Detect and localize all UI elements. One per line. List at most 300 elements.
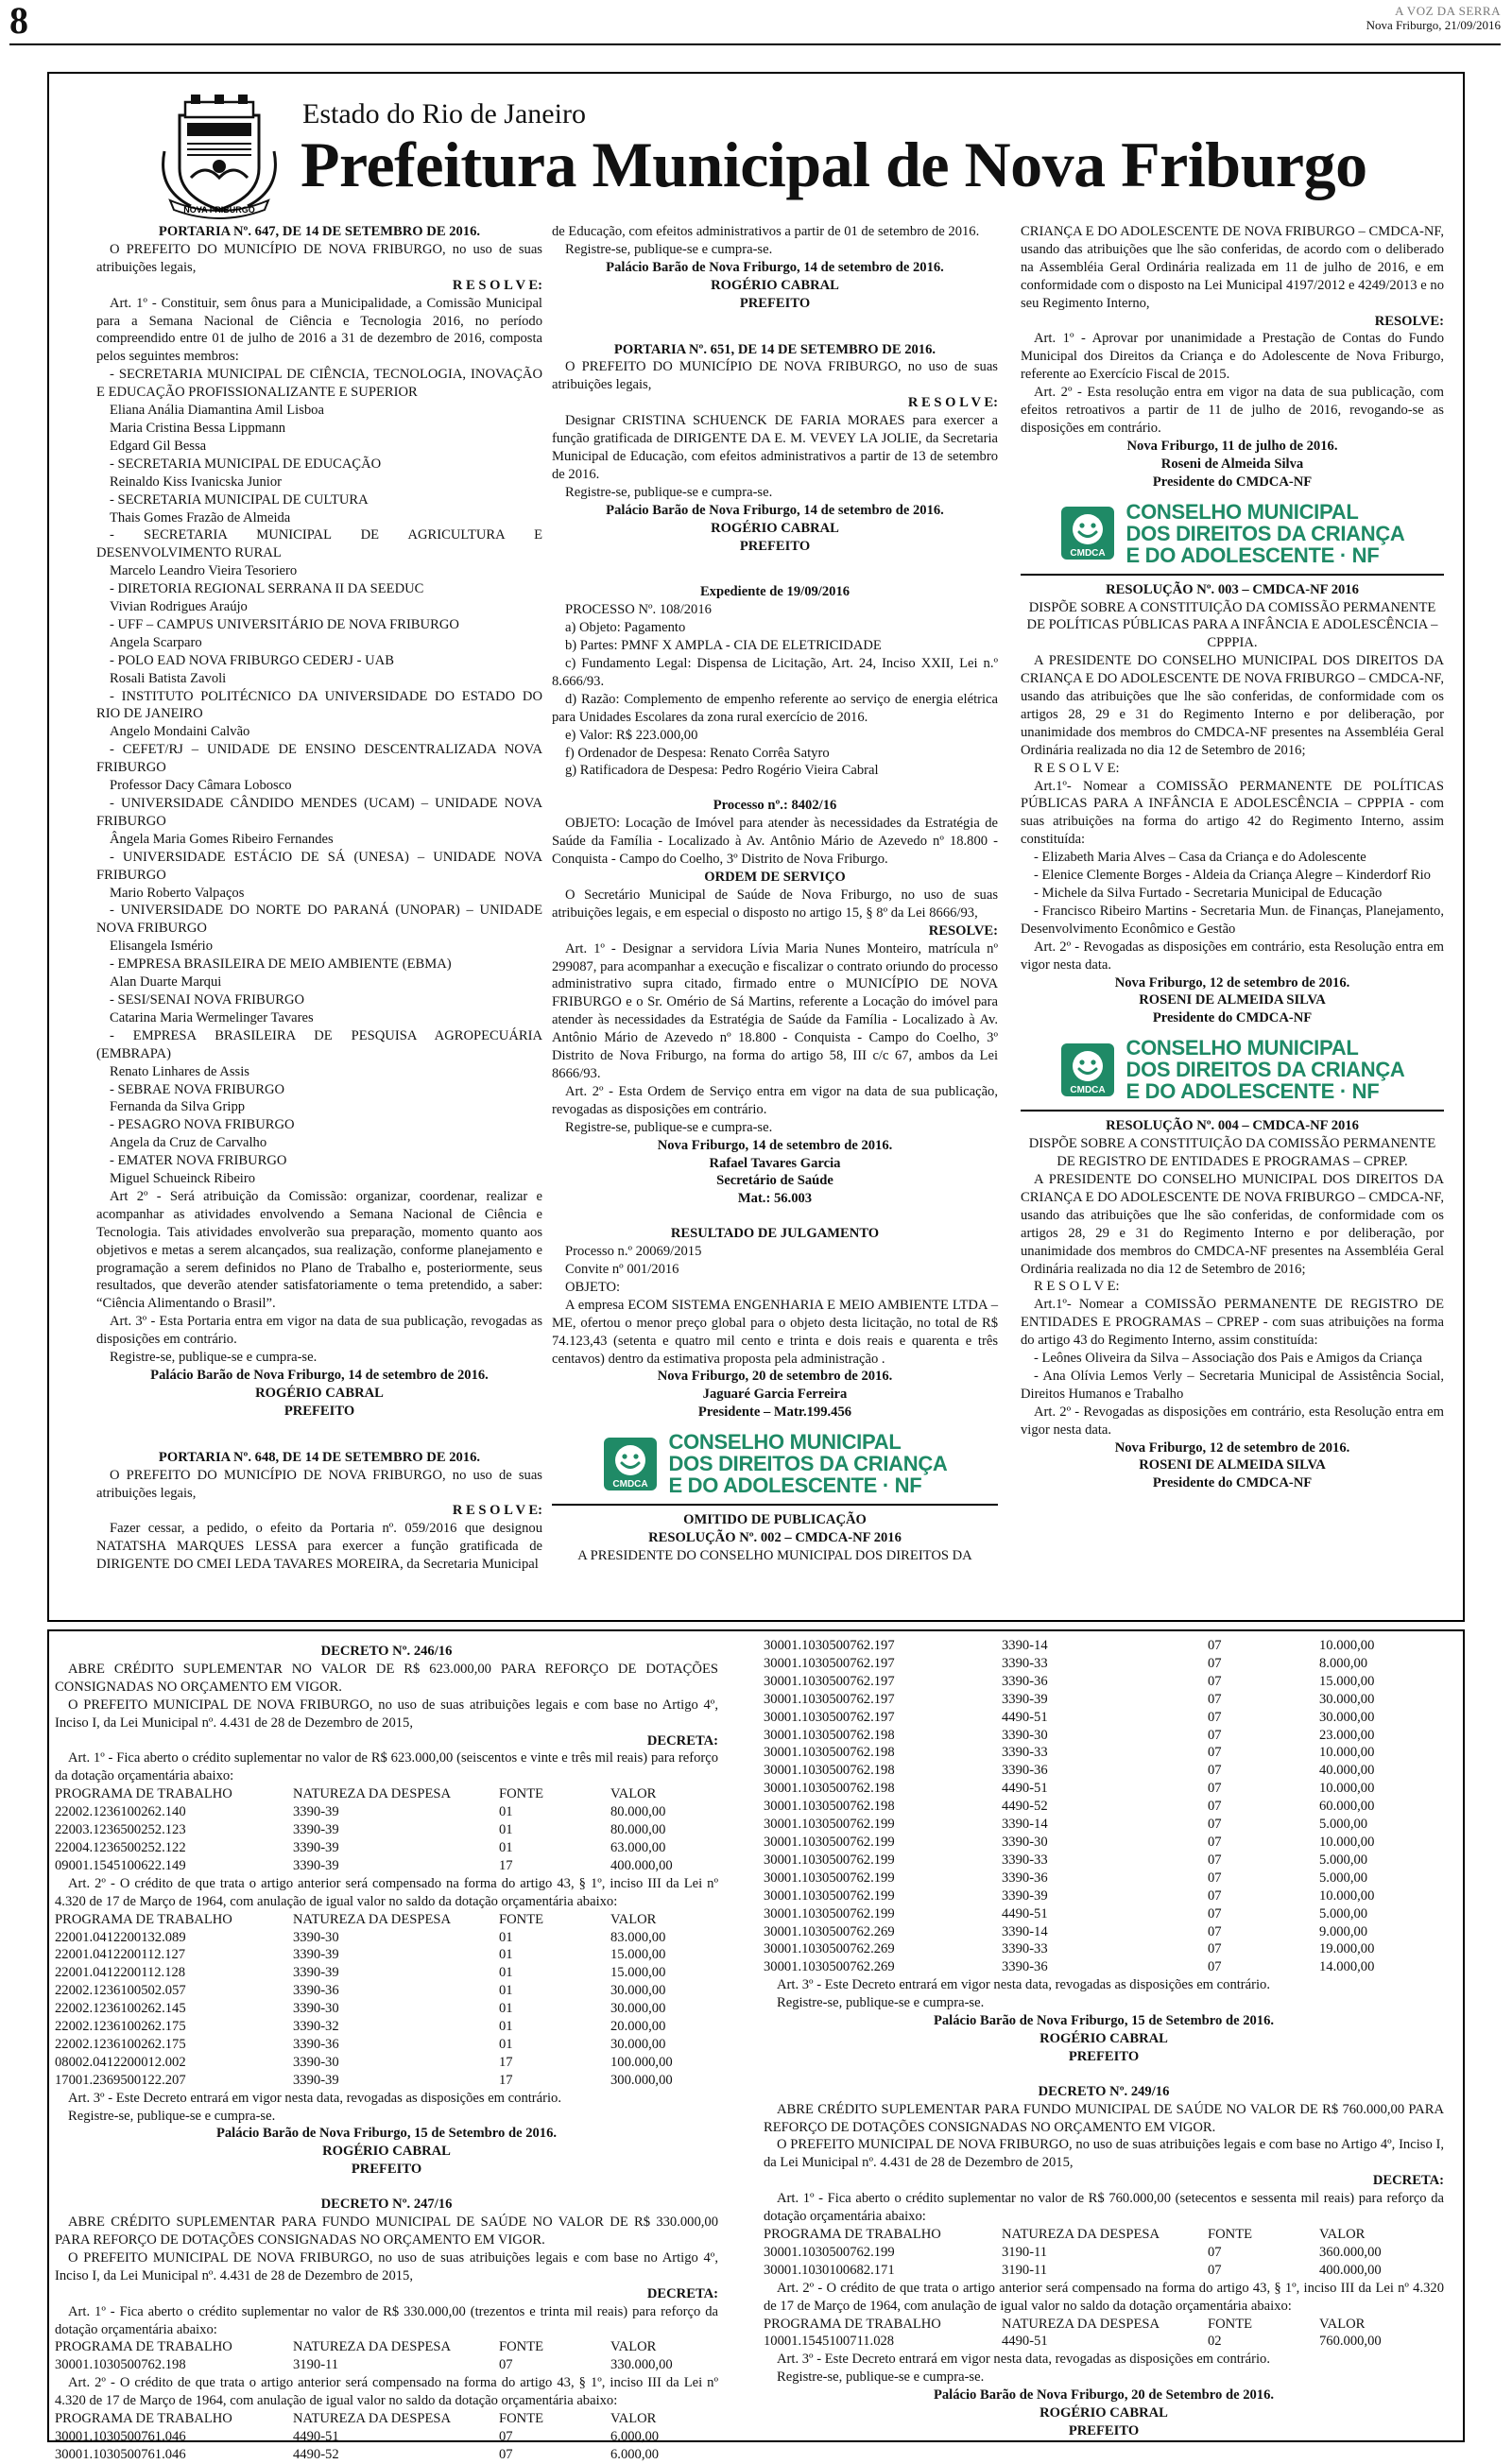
table-cell: 01 (499, 1804, 513, 1820)
table-cell: 6.000,00 (610, 2446, 660, 2462)
section-heading: RESOLVE: (1374, 313, 1444, 329)
publication-info (1366, 4, 1501, 32)
table-cell: 3390-39 (293, 1947, 339, 1963)
section-heading: Presidente do CMDCA-NF (1152, 1475, 1313, 1491)
section-heading: Presidente do CMDCA-NF (1152, 474, 1313, 490)
paragraph: Professor Dacy Câmara Lobosco (110, 778, 292, 794)
paragraph: Art. 2º - O crédito de que trata o artigo anterior será compensado na forma do artigo 43, § 1º, inciso III da Lei nº 4.320 de 17 de Março de 1964, com anulação de igual valor no saldo da dotação orçamentária abaixo: (55, 1875, 718, 1909)
table-cell: 23.000,00 (1319, 1727, 1375, 1743)
paragraph: - UNIVERSIDADE CÂNDIDO MENDES (UCAM) – UNIDADE NOVA FRIBURGO (96, 796, 542, 829)
table-cell: 3390-33 (1002, 1655, 1048, 1671)
table-cell: 3390-30 (293, 2054, 339, 2070)
table-cell: 30001.1030100682.171 (764, 2262, 895, 2278)
paragraph: Art. 1º - Fica aberto o crédito suplementar no valor de R$ 760.000,00 (setecentos e sessenta mil reais) para reforço da dotação orçamentária abaixo: (764, 2191, 1444, 2225)
paragraph: - POLO EAD NOVA FRIBURGO CEDERJ - UAB (110, 652, 394, 668)
table-cell: 330.000,00 (610, 2357, 673, 2373)
table-cell: 22002.1236100262.145 (55, 2001, 186, 2017)
table-cell: 02 (1208, 2334, 1222, 2350)
table-cell: 01 (499, 2036, 513, 2052)
paragraph: - Elizabeth Maria Alves – Casa da Criança e do Adolescente (1034, 850, 1366, 866)
paragraph: Registre-se, publique-se e cumpra-se. (565, 1119, 773, 1135)
table-cell: 3390-39 (293, 1857, 339, 1873)
table-cell: 15.000,00 (1319, 1673, 1375, 1689)
paragraph: Art. 1º - Designar a servidora Lívia Maria Nunes Monteiro, matrícula nº 299087, para acompanhar a execução e fiscalizar o contrato oriundo do processo administrativo supra citado, firmado entre o MUNICÍPIO DE NOVA FRIBURGO e o Sr. Omério de Sá Martins, referente a Locação do imóvel para atender às necessidades da Estratégia de Saúde da Família - Localizado à Av. Antônio Mário de Azevedo nº 18.800 - Conquista - Campo do Coelho, 3º Distrito de Nova Friburgo, na forma do artigo 58, III c/c 67, ambos da Lei 8666/93. (552, 940, 998, 1081)
table-cell: 01 (499, 1965, 513, 1981)
table-cell: 3390-30 (1002, 1834, 1048, 1850)
table-cell: 760.000,00 (1319, 2334, 1382, 2350)
paragraph: A PRESIDENTE DO CONSELHO MUNICIPAL DOS DIREITOS DA CRIANÇA E DO ADOLESCENTE DE NOVA FRIBURGO – CMDCA-NF, usando das atribuições que lhe são conferidas, de conformidade com os artigos 28, 29 e 31 do Regimento Interno e por deliberação, por unanimidade dos membros do CMDCA-NF presentes na Assembléia Geral Ordinária realizada no dia 12 de Setembro de 2016; (1021, 1171, 1444, 1277)
table-cell: 07 (1208, 1781, 1222, 1797)
paragraph: de Educação, com efeitos administrativos a partir de 01 de setembro de 2016. (552, 224, 980, 239)
table-cell: 07 (1208, 1870, 1222, 1886)
paragraph: Rosali Batista Zavoli (110, 670, 227, 686)
page-number: 8 (9, 0, 28, 42)
paragraph: b) Partes: PMNF X AMPLA - CIA DE ELETRICIDADE (565, 638, 882, 654)
table-cell: 30001.1030500762.199 (764, 1887, 895, 1904)
table-cell: 22003.1236500252.123 (55, 1822, 186, 1838)
paragraph: Processo n.º 20069/2015 (565, 1244, 702, 1260)
section-heading: Nova Friburgo, 20 de setembro de 2016. (657, 1369, 893, 1385)
paragraph: Registre-se, publique-se e cumpra-se. (777, 1995, 985, 2011)
paragraph: Art. 1º - Aprovar por unanimidade a Prestação de Contas do Fundo Municipal dos Direitos da Criança e do Adolescente de Nova Friburgo, referente ao Exercício Fiscal de 2015. (1021, 331, 1444, 383)
paragraph: c) Fundamento Legal: Dispensa de Licitação, Art. 24, Inciso XXII, Lei n.º 8.666/93. (552, 656, 998, 689)
section-heading: OMITIDO DE PUBLICAÇÃO (683, 1512, 867, 1528)
paragraph: - Michele da Silva Furtado - Secretaria Municipal de Educação (1034, 886, 1383, 901)
table-cell: 8.000,00 (1319, 1655, 1368, 1671)
table-cell: 07 (1208, 1887, 1222, 1904)
table-cell: NATUREZA DA DESPESA (293, 2339, 452, 2355)
section-heading: PREFEITO (284, 1403, 355, 1419)
budget-table (764, 2316, 1444, 2352)
table-cell: 22002.1236100262.140 (55, 1804, 186, 1820)
section-heading: RESOLVE: (928, 922, 998, 939)
table-cell: FONTE (499, 2339, 544, 2355)
table-cell: 3390-33 (1002, 1852, 1048, 1868)
table-cell: 22002.1236100502.057 (55, 1983, 186, 1999)
table-cell: 30001.1030500762.199 (764, 1817, 895, 1833)
table-cell: 3390-39 (1002, 1887, 1048, 1904)
paragraph: - EMPRESA BRASILEIRA DE MEIO AMBIENTE (EBMA) (110, 956, 452, 973)
publication-name: A VOZ DA SERRA (1395, 4, 1501, 18)
masthead-state: Estado do Rio de Janeiro (302, 98, 586, 129)
table-cell: 15.000,00 (610, 1947, 666, 1963)
paragraph: R E S O L V E: (1034, 1279, 1120, 1295)
budget-table (55, 1911, 718, 2090)
table-cell: 08002.0412200012.002 (55, 2054, 186, 2070)
section-heading: PREFEITO (351, 2162, 422, 2178)
cmdca-logo (1021, 501, 1444, 566)
table-cell: 30001.1030500762.198 (764, 1781, 895, 1797)
lower-section (47, 1629, 1465, 2462)
section-heading: DECRETA: (646, 1732, 718, 1749)
table-cell: 3390-39 (293, 1965, 339, 1981)
table-cell: 3390-32 (293, 2019, 339, 2035)
table-cell: 30001.1030500762.199 (764, 1870, 895, 1886)
table-cell: 5.000,00 (1319, 1870, 1368, 1886)
paragraph: Miguel Schueinck Ribeiro (110, 1171, 256, 1187)
paragraph: - SESI/SENAI NOVA FRIBURGO (110, 991, 305, 1008)
paragraph: O PREFEITO MUNICIPAL DE NOVA FRIBURGO, no uso de suas atribuições legais e com base no Artigo 4º, Inciso I, da Lei Municipal nº. 4.431 de 28 de Dezembro de 2015, (55, 1697, 718, 1731)
section-heading: Palácio Barão de Nova Friburgo, 14 de setembro de 2016. (606, 259, 944, 275)
paragraph: Art. 2º - O crédito de que trata o artigo anterior será compensado na forma do artigo 43, § 1º, inciso III da Lei nº 4.320 de 17 de Março de 1964, com anulação de igual valor no saldo da dotação orçamentária abaixo: (55, 2375, 718, 2409)
table-cell: FONTE (1208, 2227, 1253, 2242)
logo-line-3: E DO ADOLESCENTE · NF (1125, 1079, 1380, 1104)
table-cell: 07 (1208, 1709, 1222, 1725)
logo-line-1: CONSELHO MUNICIPAL (668, 1430, 902, 1455)
section-heading: Rafael Tavares Garcia (709, 1155, 841, 1171)
spacer (764, 2066, 1444, 2083)
edition-date: Nova Friburgo, 21/09/2016 (1366, 18, 1501, 32)
paragraph: Art. 2º - O crédito de que trata o artigo anterior será compensado na forma do artigo 43, § 1º, inciso III da Lei nº 4.320 de 17 de Março de 1964, com anulação de igual valor no saldo da dotação orçamentária abaixo: (764, 2280, 1444, 2314)
logo-line-2: DOS DIREITOS DA CRIANÇA (668, 1452, 948, 1476)
cmdca-smiley-icon (1059, 505, 1116, 561)
table-cell: 5.000,00 (1319, 1817, 1368, 1833)
paragraph: Registre-se, publique-se e cumpra-se. (777, 2369, 985, 2386)
table-cell: 4490-51 (1002, 1781, 1048, 1797)
budget-table (55, 2338, 718, 2374)
paragraph: PROCESSO Nº. 108/2016 (565, 602, 712, 618)
paragraph: Art. 2º - Revogadas as disposições em contrário, esta Resolução entra em vigor nesta data. (1021, 939, 1444, 973)
paragraph: Designar CRISTINA SCHUENCK DE FARIA MORAES para exercer a função gratificada de DIRIGENTE DA E. M. VEVEY LA JOLIE, da Secretaria Municipal de Educação, com efeitos administrativos a partir de 13 de setembro de 2016. (552, 413, 998, 482)
table-cell: 3390-14 (1002, 1923, 1048, 1939)
paragraph: Registre-se, publique-se e cumpra-se. (68, 2108, 276, 2124)
cmdca-abbr: CMDCA (612, 1478, 649, 1490)
section-heading: ROGÉRIO CABRAL (711, 520, 839, 536)
budget-table (55, 1785, 718, 1875)
table-cell: 15.000,00 (610, 1965, 666, 1981)
paragraph: Maria Cristina Bessa Lippmann (110, 420, 286, 436)
section-heading: Expediente de 19/09/2016 (699, 584, 850, 600)
table-cell: NATUREZA DA DESPESA (293, 1911, 452, 1927)
table-cell: FONTE (499, 1786, 544, 1802)
table-cell: 30.000,00 (610, 2036, 666, 2052)
section-heading: Mat.: 56.003 (737, 1191, 813, 1207)
table-cell: 22002.1236100262.175 (55, 2036, 186, 2052)
table-cell: 07 (1208, 1745, 1222, 1761)
table-cell: 07 (1208, 1691, 1222, 1707)
table-cell: 30001.1030500762.199 (764, 1905, 895, 1921)
table-cell: 3390-39 (293, 2072, 339, 2088)
paragraph: a) Objeto: Pagamento (565, 620, 686, 636)
logo-line-3: E DO ADOLESCENTE · NF (668, 1473, 922, 1498)
crest-label: NOVA FRIBURGO (183, 205, 255, 215)
paragraph: R E S O L V E: (1034, 760, 1120, 776)
section-heading: ORDEM DE SERVIÇO (704, 870, 846, 885)
paragraph: Catarina Maria Wermelinger Tavares (110, 1009, 314, 1025)
paragraph: A empresa ECOM SISTEMA ENGENHARIA E MEIO AMBIENTE LTDA – ME, ofertou o menor preço global para o objeto desta licitação, no total de R$ 74.123,43 (setenta e quatro mil cento e trinta e dois reais e quarenta e três centavos) dentro da estimativa proposta pela administração . (552, 1297, 998, 1367)
table-cell: 3390-33 (1002, 1745, 1048, 1761)
table-cell: NATUREZA DA DESPESA (293, 1786, 452, 1802)
table-cell: 01 (499, 1947, 513, 1963)
table-cell: 17001.2369500122.207 (55, 2072, 186, 2088)
section-heading: ROSENI DE ALMEIDA SILVA (1139, 1457, 1326, 1473)
paragraph: Art. 2º - Revogadas as disposições em contrário, esta Resolução entra em vigor nesta data. (1021, 1404, 1444, 1438)
paragraph: Art. 1º - Constituir, sem ônus para a Municipalidade, a Comissão Municipal para a Semana Nacional de Ciência e Tecnologia 2016, no período compreendido entre 01 de julho de 2016 a 31 de dezembro de 2016, composta pelos seguintes membros: (96, 295, 542, 365)
paragraph: - Ana Olívia Lemos Verly – Secretaria Municipal de Assistência Social, Direitos Humanos e Trabalho (1021, 1368, 1444, 1402)
paragraph: Fazer cessar, a pedido, o efeito da Portaria nº. 059/2016 que designou NATATSHA MARQUES LESSA para exercer a função gratificada de DIRIGENTE DO CMEI LEDA TAVARES MOREIRA, da Secretaria Municipal (96, 1521, 542, 1573)
table-cell: VALOR (1319, 2316, 1366, 2332)
table-cell: 22001.0412200132.089 (55, 1929, 186, 1945)
paragraph: ABRE CRÉDITO SUPLEMENTAR PARA FUNDO MUNICIPAL DE SAÚDE NO VALOR DE R$ 330.000,00 PARA REFORÇO DE DOTAÇÕES CONSIGNADAS NO ORÇAMENTO EM VIGOR. (55, 2214, 718, 2248)
table-cell: 30001.1030500762.269 (764, 1941, 895, 1957)
table-cell: PROGRAMA DE TRABALHO (55, 2411, 232, 2427)
paragraph: - EMPRESA BRASILEIRA DE PESQUISA AGROPECUÁRIA (EMBRAPA) (96, 1027, 542, 1061)
section-heading: R E S O L V E: (452, 1503, 542, 1519)
paragraph: g) Ratificadora de Despesa: Pedro Rogério Vieira Cabral (565, 763, 879, 779)
table-cell: 07 (1208, 1727, 1222, 1743)
paragraph: O PREFEITO DO MUNICÍPIO DE NOVA FRIBURGO, no uso de suas atribuições legais, (96, 1467, 542, 1501)
table-cell: 01 (499, 1983, 513, 1999)
table-cell: VALOR (610, 1786, 657, 1802)
header-rule (9, 43, 1501, 45)
table-cell: 30001.1030500762.198 (764, 1745, 895, 1761)
table-cell: 80.000,00 (610, 1822, 666, 1838)
table-cell: 30001.1030500762.197 (764, 1673, 895, 1689)
logo-line-1: CONSELHO MUNICIPAL (1125, 499, 1359, 524)
paragraph: Alan Duarte Marqui (110, 974, 222, 991)
paragraph: - UNIVERSIDADE DO NORTE DO PARANÁ (UNOPAR) – UNIDADE NOVA FRIBURGO (96, 903, 542, 937)
paragraph: OBJETO: Locação de Imóvel para atender às necessidades da Estratégia de Saúde da Família - Localizado à Av. Antônio Mário de Azevedo nº 18.800 - Conquista - Campo do Coelho, 3º Distrito de Nova Friburgo. (552, 816, 998, 868)
table-cell: 83.000,00 (610, 1929, 666, 1945)
budget-table (55, 2410, 718, 2464)
table-cell: 19.000,00 (1319, 1941, 1375, 1957)
paragraph: Angela Scarparo (110, 634, 202, 650)
paragraph: - Leônes Oliveira da Silva – Associação dos Pais e Amigos da Criança (1034, 1351, 1422, 1367)
table-cell: 3390-33 (1002, 1941, 1048, 1957)
section-rule (1021, 1110, 1444, 1111)
paragraph: - SECRETARIA MUNICIPAL DE CIÊNCIA, TECNOLOGIA, INOVAÇÃO E EDUCAÇÃO PROFISSIONALIZANTE E SUPERIOR (96, 367, 542, 401)
table-cell: 400.000,00 (610, 1857, 673, 1873)
table-cell: 4490-51 (293, 2428, 339, 2444)
cmdca-logo (552, 1431, 998, 1496)
table-cell: 30001.1030500762.199 (764, 1852, 895, 1868)
section-heading: ROGÉRIO CABRAL (255, 1385, 384, 1401)
section-heading: Nova Friburgo, 14 de setembro de 2016. (657, 1137, 893, 1153)
table-cell: 3390-39 (293, 1804, 339, 1820)
table-cell: 30001.1030500761.046 (55, 2428, 186, 2444)
paragraph: Vivian Rodrigues Araújo (110, 599, 248, 615)
paragraph: Angelo Mondaini Calvão (110, 724, 250, 740)
paragraph: - EMATER NOVA FRIBURGO (110, 1153, 287, 1169)
paragraph: O Secretário Municipal de Saúde de Nova Friburgo, no uso de suas atribuições legais, e em especial o disposto no artigo 15, § 8º da Lei 8666/93, (552, 887, 998, 921)
paragraph: Angela da Cruz de Carvalho (110, 1135, 267, 1151)
table-cell: 07 (1208, 1817, 1222, 1833)
section-heading: PREFEITO (739, 538, 811, 554)
cmdca-logo-text (1125, 1037, 1404, 1102)
section-heading: Nova Friburgo, 12 de setembro de 2016. (1114, 1439, 1350, 1456)
cmdca-logo-text (668, 1431, 947, 1496)
section-heading: Nova Friburgo, 11 de julho de 2016. (1126, 438, 1338, 454)
table-cell: 3390-30 (1002, 1727, 1048, 1743)
table-cell: 30001.1030500762.197 (764, 1655, 895, 1671)
upper-section (47, 72, 1465, 1622)
table-cell: 07 (499, 2446, 513, 2462)
table-cell: 300.000,00 (610, 2072, 673, 2088)
table-cell: 400.000,00 (1319, 2262, 1382, 2278)
table-cell: NATUREZA DA DESPESA (1002, 2227, 1160, 2242)
paragraph: - UNIVERSIDADE ESTÁCIO DE SÁ (UNESA) – UNIDADE NOVA FRIBURGO (96, 849, 542, 883)
table-cell: 07 (1208, 1923, 1222, 1939)
table-cell: 10.000,00 (1319, 1834, 1375, 1850)
table-cell: 10.000,00 (1319, 1887, 1375, 1904)
paragraph: Registre-se, publique-se e cumpra-se. (565, 484, 773, 500)
table-cell: 4490-51 (1002, 1905, 1048, 1921)
paragraph: Elisangela Ismério (110, 939, 214, 955)
table-cell: 360.000,00 (1319, 2244, 1382, 2260)
paragraph: Marcelo Leandro Vieira Tesoriero (110, 563, 298, 579)
paragraph: - CEFET/RJ – UNIDADE DE ENSINO DESCENTRALIZADA NOVA FRIBURGO (96, 742, 542, 776)
table-cell: 01 (499, 2019, 513, 2035)
paragraph: O PREFEITO DO MUNICÍPIO DE NOVA FRIBURGO, no uso de suas atribuições legais, (552, 359, 998, 393)
table-cell: 30001.1030500762.269 (764, 1923, 895, 1939)
cmdca-logo (1021, 1037, 1444, 1102)
paragraph: e) Valor: R$ 223.000,00 (565, 727, 698, 743)
table-cell: 3390-14 (1002, 1638, 1048, 1653)
paragraph: Art. 3º - Este Decreto entrará em vigor nesta data, revogadas as disposições em contrário. (777, 2352, 1271, 2368)
table-cell: 4490-51 (1002, 2334, 1048, 2350)
column-2 (552, 223, 998, 1618)
table-cell: 3390-36 (293, 1983, 339, 1999)
cmdca-logo-text (1125, 501, 1404, 566)
cmdca-smiley-icon (1059, 1042, 1116, 1098)
table-cell: 3190-11 (293, 2357, 339, 2373)
section-heading: DECRETA: (1372, 2173, 1444, 2189)
table-cell: 09001.1545100622.149 (55, 1857, 186, 1873)
table-cell: 07 (1208, 1655, 1222, 1671)
table-cell: 30001.1030500762.199 (764, 2244, 895, 2260)
paragraph: O PREFEITO MUNICIPAL DE NOVA FRIBURGO, no uso de suas atribuições legais e com base no Artigo 4º, Inciso I, da Lei Municipal nº. 4.431 de 28 de Dezembro de 2015, (764, 2137, 1444, 2171)
paragraph: Art 2º - Será atribuição da Comissão: organizar, coordenar, realizar e acompanhar as atividades envolvendo a Semana Nacional de Ciência e Tecnologia. Tais atividades envolverão sua preparação, momento quanto aos objetivos e metas a serem alcançados, sua realização, conforme planejamento e programação a serem definidos no Plano de Trabalho e, posteriormente, seus resultados, que deverão atender satisfatoriamente o tema pretendido, a saber: “Ciência Alimentando o Brasil”. (96, 1188, 542, 1312)
paragraph: - SECRETARIA MUNICIPAL DE CULTURA (110, 491, 369, 508)
spacer (96, 1421, 542, 1449)
table-cell: 40.000,00 (1319, 1763, 1375, 1779)
table-cell: 3390-36 (1002, 1763, 1048, 1779)
table-cell: 3390-14 (1002, 1817, 1048, 1833)
section-heading: DECRETO Nº. 249/16 (1038, 2083, 1170, 2099)
table-cell: 3390-36 (1002, 1870, 1048, 1886)
paragraph: Registre-se, publique-se e cumpra-se. (565, 241, 773, 257)
table-cell: 3390-36 (1002, 1673, 1048, 1689)
section-heading: R E S O L V E: (907, 395, 998, 411)
section-heading: PORTARIA Nº. 648, DE 14 DE SETEMBRO DE 2016. (158, 1449, 481, 1465)
city-crest-icon (153, 95, 285, 217)
logo-line-1: CONSELHO MUNICIPAL (1125, 1036, 1359, 1060)
table-cell: 07 (1208, 1673, 1222, 1689)
table-cell: PROGRAMA DE TRABALHO (55, 1786, 232, 1802)
table-cell: 22001.0412200112.128 (55, 1965, 186, 1981)
spacer (552, 313, 998, 341)
table-cell: 10.000,00 (1319, 1638, 1375, 1653)
table-cell: 01 (499, 1839, 513, 1855)
table-cell: 10001.1545100711.028 (764, 2334, 895, 2350)
section-heading: Nova Friburgo, 12 de setembro de 2016. (1114, 974, 1350, 991)
table-cell: 30001.1030500762.198 (764, 1727, 895, 1743)
section-rule (1021, 574, 1444, 576)
section-heading: ROGÉRIO CABRAL (322, 2144, 451, 2160)
table-cell: 01 (499, 2001, 513, 2017)
table-cell: 30.000,00 (610, 2001, 666, 2017)
section-heading: Palácio Barão de Nova Friburgo, 14 de setembro de 2016. (606, 502, 944, 518)
section-heading: ROGÉRIO CABRAL (1040, 2030, 1168, 2046)
section-heading: Palácio Barão de Nova Friburgo, 20 de Setembro de 2016. (933, 2387, 1275, 2404)
table-cell: 9.000,00 (1319, 1923, 1368, 1939)
cmdca-smiley-icon (602, 1436, 659, 1492)
table-cell: 3190-11 (1002, 2262, 1048, 2278)
section-heading: PORTARIA Nº. 647, DE 14 DE SETEMBRO DE 2016. (158, 224, 481, 239)
paragraph: A PRESIDENTE DO CONSELHO MUNICIPAL DOS DIREITOS DA (577, 1548, 972, 1563)
paragraph: ABRE CRÉDITO SUPLEMENTAR NO VALOR DE R$ 623.000,00 PARA REFORÇO DE DOTAÇÕES CONSIGNADAS NO ORÇAMENTO EM VIGOR. (55, 1661, 718, 1695)
paragraph: A PRESIDENTE DO CONSELHO MUNICIPAL DOS DIREITOS DA CRIANÇA E DO ADOLESCENTE DE NOVA FRIBURGO – CMDCA-NF, usando das atribuições que lhe são conferidas, de conformidade com os artigos 28, 29 e 31 do Regimento Interno e por deliberação, por unanimidade dos membros do CMDCA-NF presentes na Assembléia Geral Ordinária realizada no dia 12 de Setembro de 2016; (1021, 653, 1444, 758)
table-cell: 60.000,00 (1319, 1799, 1375, 1815)
logo-line-2: DOS DIREITOS DA CRIANÇA (1125, 1058, 1405, 1082)
section-heading: R E S O L V E: (452, 277, 542, 293)
table-cell: 5.000,00 (1319, 1852, 1368, 1868)
section-heading: ROGÉRIO CABRAL (711, 277, 839, 293)
paragraph: Art. 1º - Fica aberto o crédito suplementar no valor de R$ 623.000,00 (seiscentos e vinte e três mil reais) para reforço da dotação orçamentária abaixo: (55, 1750, 718, 1784)
paragraph: Art. 3º - Esta Portaria entra em vigor na data de sua publicação, revogadas as disposições em contrário. (96, 1314, 542, 1348)
paragraph: Art.1º- Nomear a COMISSÃO PERMANENTE DE POLÍTICAS PÚBLICAS PARA A INFÂNCIA E ADOLESCÊNCIA – CPPPIA - com suas atribuições na forma do artigo 42 do Regimento Interno, assim constituída: (1021, 778, 1444, 848)
section-rule (552, 1504, 998, 1506)
table-cell: 07 (499, 2428, 513, 2444)
table-cell: 3390-36 (1002, 1959, 1048, 1975)
paragraph: - Francisco Ribeiro Martins - Secretaria Mun. de Finanças, Planejamento, Desenvolvimento Econômico e Gestão (1021, 903, 1444, 937)
section-heading: Palácio Barão de Nova Friburgo, 14 de setembro de 2016. (150, 1368, 489, 1383)
cmdca-abbr: CMDCA (1070, 1084, 1107, 1095)
column-3 (1021, 223, 1444, 1618)
budget-table (764, 2226, 1444, 2280)
paragraph: Convite nº 001/2016 (565, 1262, 679, 1278)
table-cell: 07 (1208, 2244, 1222, 2260)
paragraph: - SEBRAE NOVA FRIBURGO (110, 1081, 285, 1097)
column-1 (96, 223, 542, 1618)
paragraph: DISPÕE SOBRE A CONSTITUIÇÃO DA COMISSÃO PERMANENTE DE REGISTRO DE ENTIDADES E PROGRAMAS – CPREP. (1028, 1136, 1436, 1170)
paragraph: CRIANÇA E DO ADOLESCENTE DE NOVA FRIBURGO – CMDCA-NF, usando das atribuições que lhe são conferidas, de acordo com o deliberado na Assembléia Geral Ordinária realizada em 11 de julho de 2016, e em conformidade com o disposto na Lei Municipal 4197/2012 e 4249/2013 e no seu Regimento Interno, (1021, 224, 1444, 311)
table-cell: 30001.1030500762.197 (764, 1709, 895, 1725)
table-cell: 22004.1236500252.122 (55, 1839, 186, 1855)
paragraph: - INSTITUTO POLITÉCNICO DA UNIVERSIDADE DO ESTADO DO RIO DE JANEIRO (96, 688, 542, 722)
table-cell: 3390-39 (293, 1822, 339, 1838)
paragraph: d) Razão: Complemento de empenho referente ao serviço de energia elétrica para Unidades Escolares da zona rural exercício de 2016. (552, 691, 998, 725)
section-heading: PORTARIA Nº. 651, DE 14 DE SETEMBRO DE 2016. (613, 341, 936, 357)
table-cell: 07 (1208, 1941, 1222, 1957)
paragraph: Thais Gomes Frazão de Almeida (110, 509, 291, 526)
section-heading: PREFEITO (1068, 2048, 1140, 2064)
paragraph: Mario Roberto Valpaços (110, 885, 245, 901)
section-heading: Roseni de Almeida Silva (1160, 456, 1304, 472)
section-heading: RESOLUÇÃO Nº. 003 – CMDCA-NF 2016 (1106, 581, 1359, 597)
table-cell: 01 (499, 1929, 513, 1945)
table-cell: VALOR (610, 2339, 657, 2355)
table-cell: FONTE (499, 2411, 544, 2427)
section-heading: Palácio Barão de Nova Friburgo, 15 de Setembro de 2016. (933, 2013, 1275, 2029)
table-cell: 30001.1030500762.198 (55, 2357, 186, 2373)
paragraph: Art. 3º - Este Decreto entrará em vigor nesta data, revogadas as disposições em contrário. (777, 1977, 1271, 1993)
table-cell: FONTE (1208, 2316, 1253, 2332)
spacer (552, 780, 998, 797)
paragraph: Ângela Maria Gomes Ribeiro Fernandes (110, 831, 334, 847)
table-cell: 4490-52 (1002, 1799, 1048, 1815)
paragraph: f) Ordenador de Despesa: Renato Corrêa Satyro (565, 745, 830, 761)
section-heading: Palácio Barão de Nova Friburgo, 15 de Setembro de 2016. (215, 2126, 558, 2142)
table-cell: PROGRAMA DE TRABALHO (55, 2339, 232, 2355)
table-cell: 4490-52 (293, 2446, 339, 2462)
table-cell: 5.000,00 (1319, 1905, 1368, 1921)
table-cell: 30001.1030500762.197 (764, 1638, 895, 1653)
section-heading: Presidente – Matr.199.456 (697, 1404, 852, 1421)
table-cell: 01 (499, 1822, 513, 1838)
paragraph: - SECRETARIA MUNICIPAL DE AGRICULTURA E DESENVOLVIMENTO RURAL (96, 527, 542, 561)
section-heading: Processo nº.: 8402/16 (713, 798, 837, 814)
